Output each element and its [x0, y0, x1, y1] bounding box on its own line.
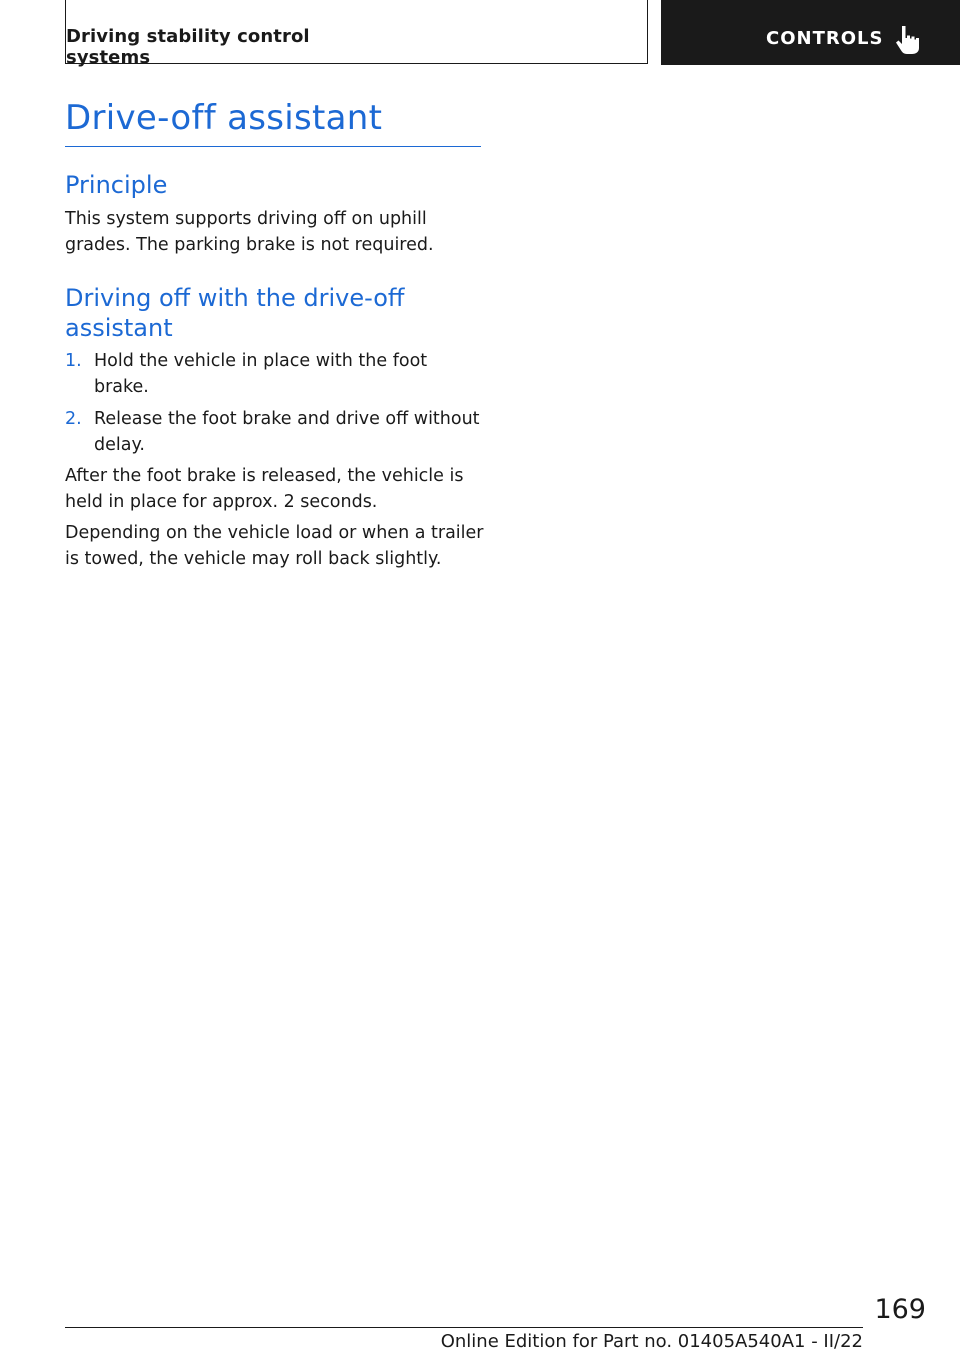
driving-off-heading: Driving off with the drive-off assistant [65, 284, 405, 342]
paragraph-hold-time: After the foot brake is released, the vehicle is held in place for approx. 2 seconds. [65, 466, 464, 512]
page-number: 169 [874, 1294, 926, 1325]
list-item-step-2 [65, 406, 485, 458]
footer-divider [65, 1327, 863, 1328]
header-section-box [65, 0, 648, 68]
step-number: 1. [65, 351, 82, 371]
paragraph-roll-back: Depending on the vehicle load or when a trailer is towed, the vehicle may roll back slightly. [65, 523, 484, 569]
list-item-step-1 [65, 348, 485, 400]
principle-text: This system supports driving off on uphill grades. The parking brake is not required. [65, 209, 434, 255]
principle-heading: Principle [65, 171, 168, 199]
step-text: Hold the vehicle in place with the foot brake. [94, 351, 428, 397]
step-text: Release the foot brake and drive off without delay. [94, 409, 480, 455]
title-divider [65, 146, 481, 147]
header-section-title: Driving stability control systems [66, 26, 310, 68]
pointing-hand-icon [893, 24, 921, 56]
page-title: Drive-off assistant [65, 98, 383, 138]
footer-edition: Online Edition for Part no. 01405A540A1 - II/22 [440, 1331, 863, 1352]
step-number: 2. [65, 409, 82, 429]
header-chapter-tab[interactable] [661, 0, 960, 65]
header-chapter-label: CONTROLS [766, 28, 884, 49]
